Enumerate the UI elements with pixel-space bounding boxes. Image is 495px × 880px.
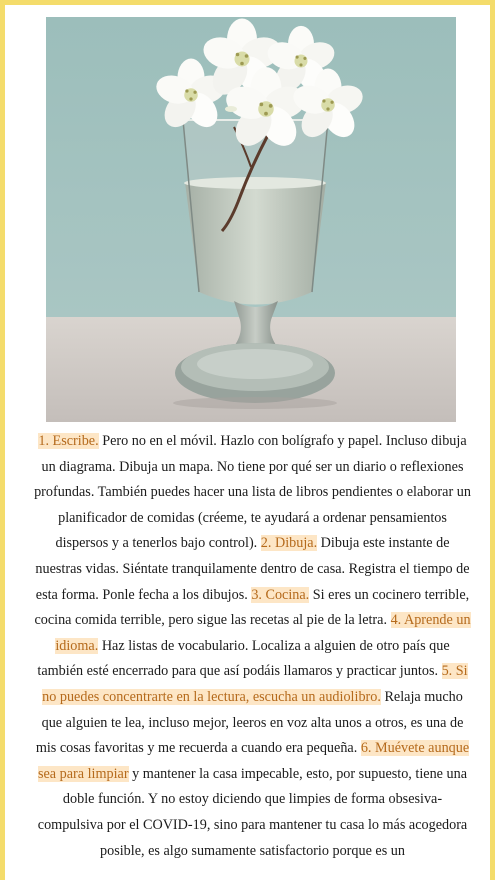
item-4-text: Haz listas de vocabulario. Localiza a alguien de otro país que también esté encerrado para que así podáis llamaros y practicar juntos. — [37, 637, 450, 680]
white-flowers-in-water-glass-icon — [46, 17, 456, 422]
item-6-heading: 6. Muévete aunque sea para limpiar — [37, 740, 470, 782]
flowers-photo — [46, 17, 456, 422]
item-1-heading: 1. Escribe. — [38, 433, 99, 449]
item-2-text: Dibuja este instante de nuestras vidas. Siéntate tranquilamente dentro de casa. Registra el tiempo de esta forma. Ponle fecha a los dibujos. — [35, 535, 470, 603]
item-1-text: Pero no en el móvil. Hazlo con bolígrafo y papel. Incluso dibuja un diagrama. Dibuja un mapa. No tiene por qué ser un diario o reflexiones profundas. También puedes hacer una lista de libros pendientes o elaborar un planificador de comidas (créeme, te ayudará a ordenar pensamientos dispersos y a tenerlos bajo control). — [34, 433, 471, 552]
article-body — [31, 429, 474, 864]
item-5-heading: 5. Si no puedes concentrarte en la lectura, escucha un audiolibro. — [42, 663, 468, 705]
item-3-text: Si eres un cocinero terrible, cocina comida terrible, pero sigue las recetas al pie de la letra. — [34, 586, 470, 629]
item-5-text: Relaja mucho que alguien te lea, incluso mejor, leeros en voz alta unos a otros, es una de mis cosas favoritas y me recuerda a cuando era pequeña. — [35, 688, 464, 757]
item-3-heading: 3. Cocina. — [251, 586, 310, 603]
item-4-heading: 4. Aprende un idioma. — [55, 612, 471, 654]
item-6-text: y mantener la casa impecable, esto, por supuesto, tiene una doble función. Y no estoy diciendo que limpies de forma obsesiva-compulsiva por el COVID-19, sino para mantener tu casa lo más acogedora posible, es algo sumamente satisfactorio porque es un — [37, 765, 468, 859]
item-2-heading: 2. Dibuja. — [260, 535, 318, 552]
